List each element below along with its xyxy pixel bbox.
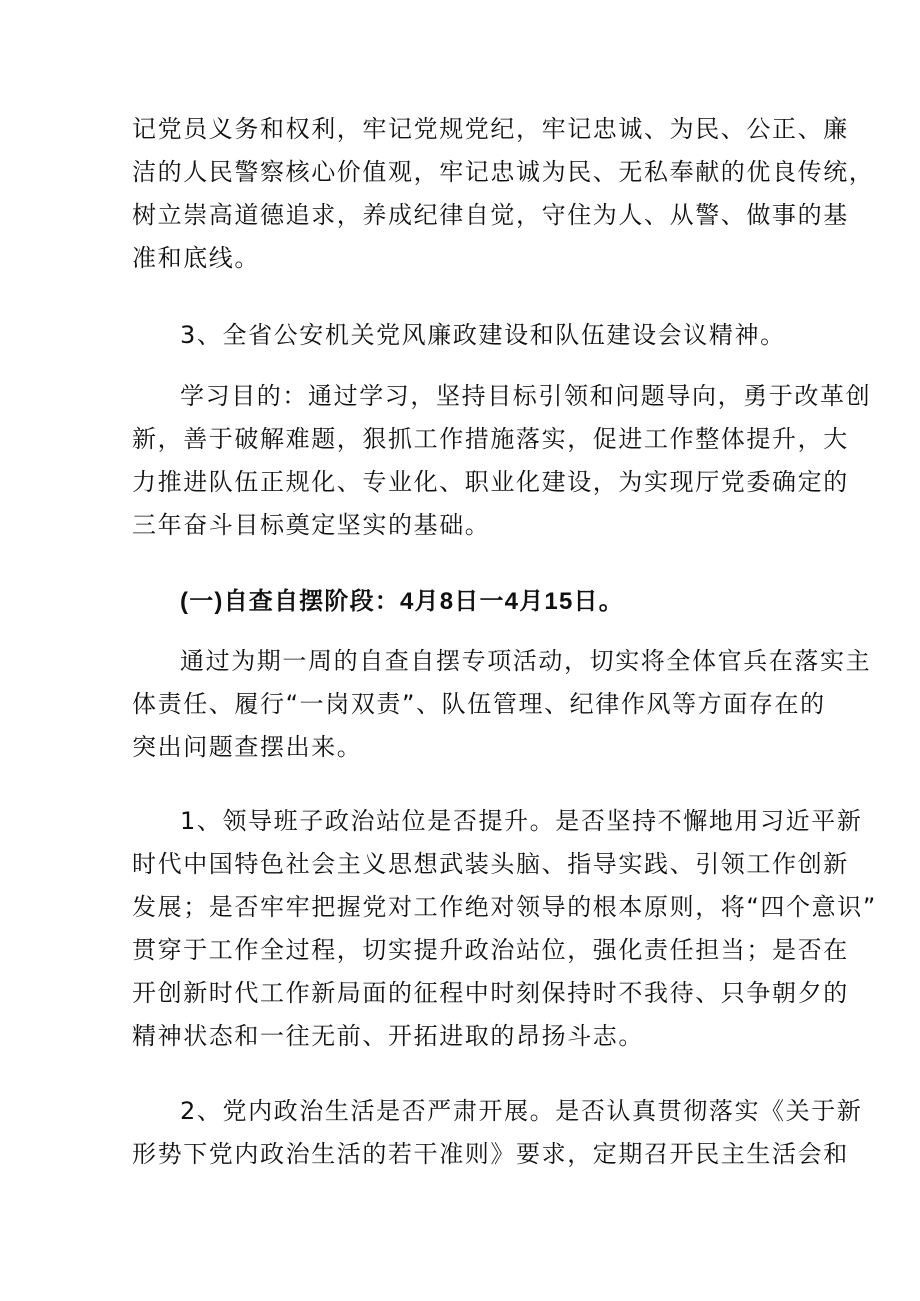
text-line: 精神状态和一往无前、开拓进取的昂扬斗志。 (132, 1022, 644, 1050)
text-line: 记党员义务和权利，牢记党规党纪，牢记忠诚、为民、公正、廉 (132, 115, 849, 143)
text-line: 开创新时代工作新局面的征程中时刻保持时不我待、只争朝夕的 (132, 979, 849, 1007)
text-line: 形势下党内政治生活的若干准则》要求，定期召开民主生活会和 (132, 1140, 849, 1168)
paragraph-study-purpose (132, 375, 872, 547)
text-line: 学习目的：通过学习，坚持目标引领和问题导向，勇于改革创 (180, 382, 872, 410)
paragraph-item-1 (132, 800, 877, 1058)
paragraph-item-3 (132, 314, 792, 357)
text-line: 时代中国特色社会主义思想武装头脑、指导实践、引领工作创新 (132, 850, 849, 878)
text-line: 洁的人民警察核心价值观，牢记忠诚为民、无私奉献的优良传统， (132, 158, 875, 186)
text-line: 树立崇高道德追求，养成纪律自觉，守住为人、从警、做事的基 (132, 201, 849, 229)
text-line: 2、党内政治生活是否严肃开展。是否认真贯彻落实《关于新 (180, 1097, 863, 1125)
paragraph-self-check-activity (132, 640, 872, 769)
text-line: 体责任、履行“一岗双责”、队伍管理、纪律作风等方面存在的 (132, 690, 826, 718)
heading-line: (一)自查自摆阶段：4月8日一4月15日。 (180, 588, 624, 615)
text-line: 突出问题查摆出来。 (132, 733, 363, 761)
text-line: 通过为期一周的自查自摆专项活动，切实将全体官兵在落实主 (180, 647, 872, 675)
text-line: 新，善于破解难题，狠抓工作措施落实，促进工作整体提升，大 (132, 425, 849, 453)
text-line: 三年奋斗目标奠定坚实的基础。 (132, 511, 491, 539)
paragraph-item-2 (132, 1090, 863, 1176)
section-heading-self-check (132, 580, 792, 623)
text-line: 发展；是否牢牢把握党对工作绝对领导的根本原则，将“四个意识” (132, 893, 877, 921)
text-line: 3、全省公安机关党风廉政建设和队伍建设会议精神。 (180, 321, 786, 349)
paragraph-core-values (132, 108, 875, 280)
text-line: 贯穿于工作全过程，切实提升政治站位，强化责任担当；是否在 (132, 936, 849, 964)
text-line: 1、领导班子政治站位是否提升。是否坚持不懈地用习近平新 (180, 807, 863, 835)
text-line: 准和底线。 (132, 244, 260, 272)
text-line: 力推进队伍正规化、专业化、职业化建设，为实现厅党委确定的 (132, 468, 849, 496)
